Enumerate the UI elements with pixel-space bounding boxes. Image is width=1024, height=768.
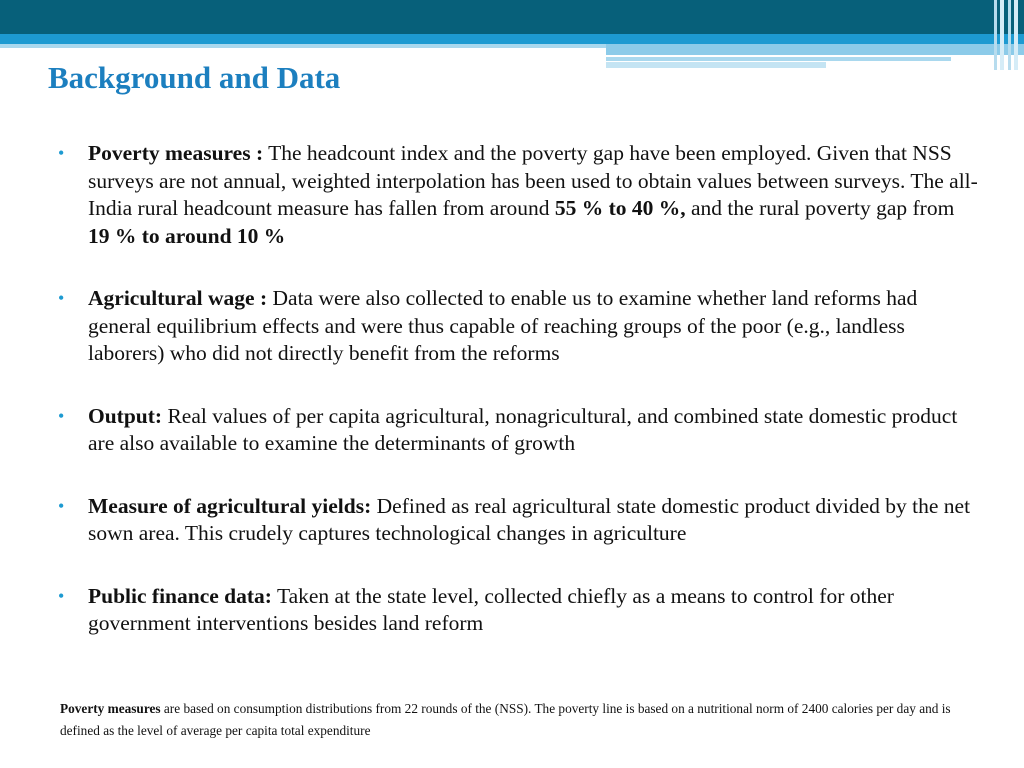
header-strip bbox=[0, 44, 606, 48]
footnote-text: are based on consumption distributions from 22 rounds of the (NSS). The poverty line is based on a nutritional norm of 2400 calories per day and is defined as the level of average per capita total expenditure bbox=[60, 701, 951, 738]
header-vertical-line bbox=[994, 0, 997, 70]
slide-title: Background and Data bbox=[48, 60, 341, 95]
bullet-item-public-finance bbox=[58, 583, 978, 638]
bullet-text: Real values of per capita agricultural, nonagricultural, and combined state domestic product are also available to examine the determinants of growth bbox=[88, 403, 958, 455]
bullet-item-agricultural-wage bbox=[58, 285, 978, 368]
header-accent-bar bbox=[0, 34, 1024, 44]
bullet-item-agricultural-yields bbox=[58, 493, 978, 548]
header-strip bbox=[606, 62, 826, 68]
footnote bbox=[60, 698, 970, 742]
bullet-lead: Measure of agricultural yields: bbox=[88, 493, 372, 518]
bullet-highlight: 55 % to 40 %, bbox=[554, 196, 686, 220]
bullet-text: The headcount index and the poverty gap have been employed. Given that NSS surveys are not annual, weighted interpolation has been used to obtain values between surveys. The all-India rural headcount measure has fallen from around bbox=[88, 141, 978, 220]
bullet-icon: • bbox=[58, 143, 65, 163]
footnote-lead: Poverty measures bbox=[60, 701, 161, 716]
bullet-list bbox=[58, 140, 978, 638]
header-vertical-line bbox=[1000, 0, 1004, 70]
header-vertical-line bbox=[1008, 0, 1011, 70]
header-strip bbox=[606, 57, 951, 61]
bullet-lead: Public finance data: bbox=[88, 583, 272, 608]
header-dark-bar bbox=[0, 0, 1024, 34]
bullet-icon: • bbox=[58, 585, 65, 606]
header-strip bbox=[606, 44, 1024, 55]
header-vertical-line bbox=[1014, 0, 1018, 70]
bullet-icon: • bbox=[58, 288, 65, 308]
bullet-text: and the rural poverty gap from bbox=[685, 196, 955, 220]
bullet-highlight: 19 % to around 10 % bbox=[88, 223, 286, 248]
bullet-lead: Poverty measures : bbox=[88, 141, 264, 165]
bullet-icon: • bbox=[58, 495, 65, 516]
bullet-text: Taken at the state level, collected chiefly as a means to control for other government interventions besides land reform bbox=[88, 583, 894, 635]
bullet-text: Defined as real agricultural state domestic product divided by the net sown area. This crudely captures technological changes in agriculture bbox=[88, 493, 971, 545]
bullet-lead: Agricultural wage : bbox=[88, 286, 268, 310]
bullet-item-output bbox=[58, 403, 978, 458]
bullet-lead: Output: bbox=[88, 403, 163, 428]
bullet-item-poverty-measures bbox=[58, 140, 978, 250]
bullet-text: Data were also collected to enable us to examine whether land reforms had general equilibrium effects and were thus capable of reaching groups of the poor (e.g., landless laborers) who did not directly benefit from the reforms bbox=[88, 286, 918, 365]
bullet-icon: • bbox=[58, 405, 65, 426]
